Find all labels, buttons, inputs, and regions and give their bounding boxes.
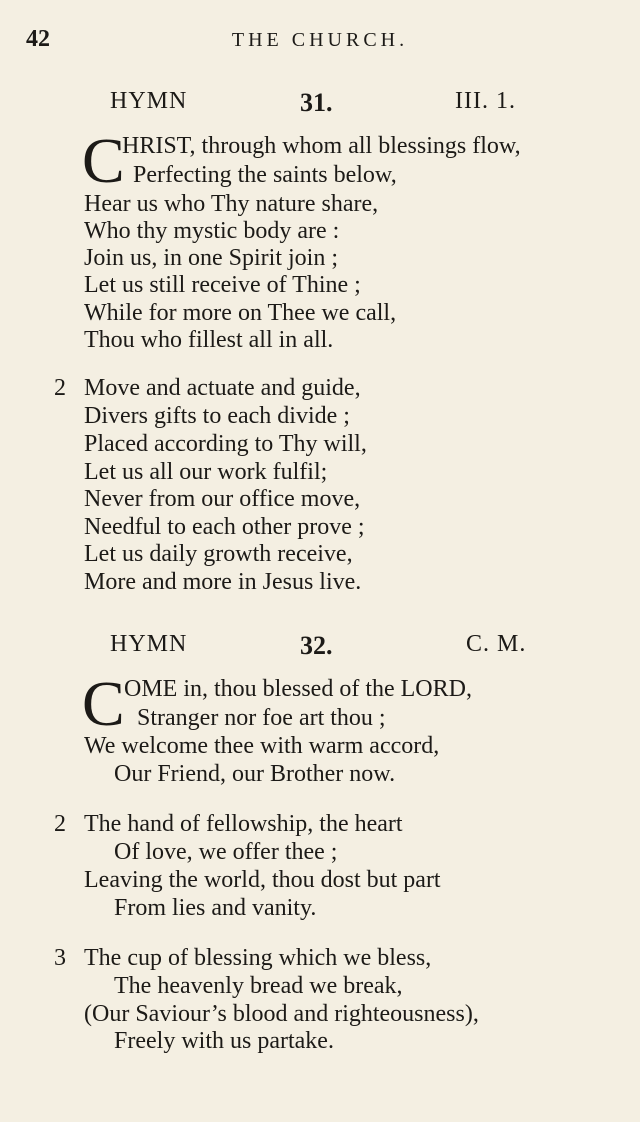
verse-line: Placed according to Thy will,: [84, 431, 367, 457]
verse-line: We welcome thee with warm accord,: [84, 733, 440, 759]
verse-line: Leaving the world, thou dost but part: [84, 867, 441, 893]
verse-line: HRIST, through whom all blessings flow,: [122, 133, 521, 159]
verse-line: The cup of blessing which we bless,: [84, 945, 432, 971]
verse-line: Stranger nor foe art thou ;: [137, 705, 386, 731]
verse-line: While for more on Thee we call,: [84, 300, 397, 326]
verse-line: Let us all our work fulfil;: [84, 459, 328, 485]
verse-line: OME in, thou blessed of the LORD,: [124, 676, 472, 702]
verse-line: Of love, we offer thee ;: [114, 839, 338, 865]
hymn-meter: III. 1.: [455, 88, 516, 114]
running-title: THE CHURCH.: [231, 29, 409, 51]
verse-line: The heavenly bread we break,: [114, 973, 403, 999]
stanza-number: 2: [54, 811, 66, 837]
verse-line: Hear us who Thy nature share,: [84, 191, 379, 217]
hymn-31-heading: [0, 88, 640, 122]
verse-line: Needful to each other prove ;: [84, 514, 365, 540]
drop-cap: C: [82, 668, 125, 739]
verse-line: From lies and vanity.: [114, 895, 317, 921]
verse-line: The hand of fellowship, the heart: [84, 811, 403, 837]
verse-line: Divers gifts to each divide ;: [84, 403, 350, 429]
verse-line: Our Friend, our Brother now.: [114, 761, 396, 787]
verse-line: Perfecting the saints below,: [133, 162, 397, 188]
verse-line: Let us daily growth receive,: [84, 541, 353, 567]
running-head: [0, 26, 640, 56]
verse-line: Join us, in one Spirit join ;: [84, 245, 339, 271]
drop-cap: C: [82, 125, 125, 196]
stanza-number: 2: [54, 375, 66, 401]
verse-line: Let us still receive of Thine ;: [84, 272, 361, 298]
verse-line: Who thy mystic body are :: [84, 218, 340, 244]
verse-line: Move and actuate and guide,: [84, 375, 361, 401]
hymn-label: HYMN: [110, 88, 188, 114]
verse-line: More and more in Jesus live.: [84, 569, 362, 595]
verse-line: Thou who fillest all in all.: [84, 327, 334, 353]
hymn-label: HYMN: [110, 631, 188, 657]
hymn-number: 32.: [300, 631, 333, 660]
hymn-number: 31.: [300, 88, 333, 117]
verse-line: Freely with us partake.: [114, 1028, 334, 1054]
stanza-number: 3: [54, 945, 66, 971]
verse-line: (Our Saviour’s blood and righteousness),: [84, 1001, 479, 1027]
verse-line: Never from our office move,: [84, 486, 361, 512]
page-number: 42: [26, 26, 50, 52]
hymn-32-heading: [0, 631, 640, 665]
hymn-meter: C. M.: [466, 631, 527, 657]
